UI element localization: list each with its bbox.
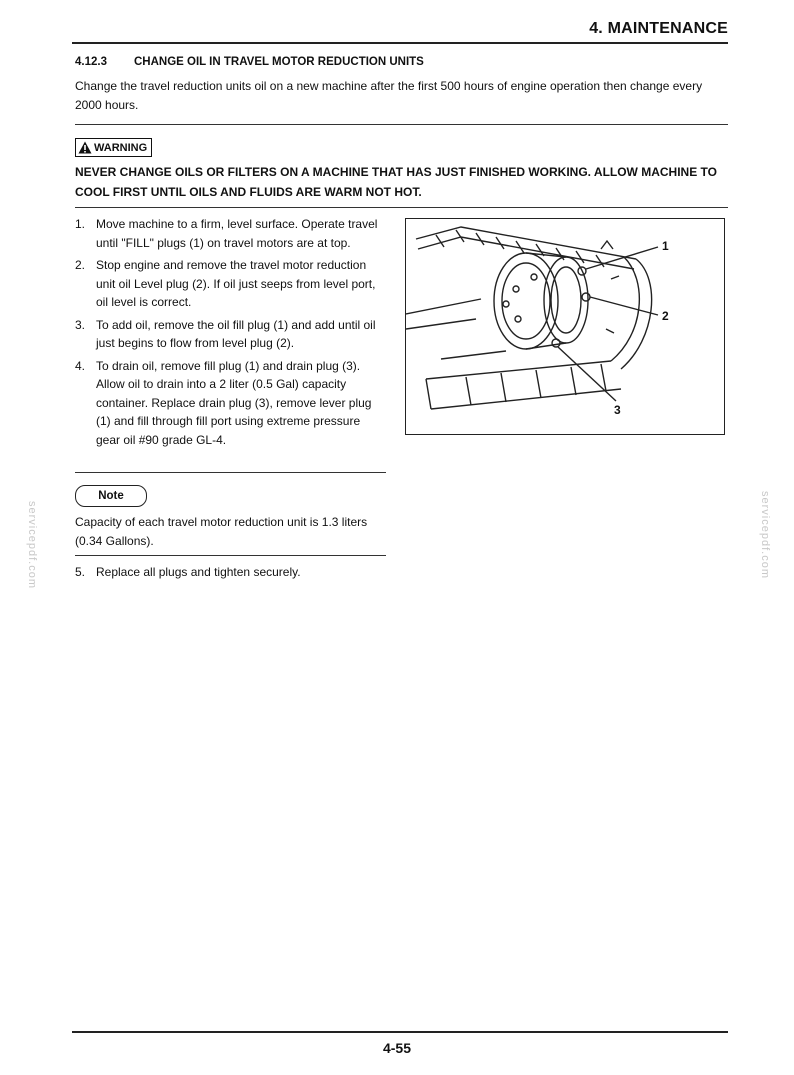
watermark-right: servicepdf.com <box>759 491 771 579</box>
travel-motor-figure <box>405 218 725 435</box>
step-text: Move machine to a firm, level surface. Operate travel until "FILL" plugs (1) on travel motors are at top. <box>96 217 378 250</box>
section-number: 4.12.3 <box>75 56 107 68</box>
section-intro: Change the travel reduction units oil on a new machine after the first 500 hours of engine operation then change every 2000 hours. <box>75 79 703 112</box>
page-number: 4-55 <box>382 1040 412 1056</box>
step-number: 4. <box>75 358 86 373</box>
callout-2: 2 <box>662 309 669 323</box>
step-text: Replace all plugs and tighten securely. <box>96 565 301 579</box>
note-badge <box>75 485 147 507</box>
procedure-steps <box>75 215 385 453</box>
step-number: 3. <box>75 317 86 332</box>
watermark-left: servicepdf.com <box>26 501 38 589</box>
step-text: To add oil, remove the oil fill plug (1) and add until oil just begins to flow from level plug (2). <box>96 317 376 350</box>
footer-rule <box>72 1031 728 1033</box>
section-title: CHANGE OIL IN TRAVEL MOTOR REDUCTION UNITS <box>134 56 424 68</box>
divider <box>75 207 728 208</box>
divider <box>75 555 386 556</box>
callout-1: 1 <box>662 239 669 253</box>
step-number: 1. <box>75 217 86 231</box>
list-item <box>75 563 395 581</box>
warning-triangle-icon <box>78 141 92 154</box>
list-item <box>75 357 385 450</box>
list-item <box>75 256 385 312</box>
travel-motor-illustration <box>406 219 724 434</box>
chapter-title: 4. MAINTENANCE <box>589 20 728 37</box>
divider <box>75 124 728 125</box>
list-item <box>75 316 385 353</box>
step-text: Stop engine and remove the travel motor reduction unit oil Level plug (2). If oil just seeps from level port, oil level is correct. <box>96 258 376 309</box>
header-rule <box>72 42 728 44</box>
step-number: 2. <box>75 258 86 272</box>
warning-label: WARNING <box>94 141 148 154</box>
warning-text: NEVER CHANGE OILS OR FILTERS ON A MACHINE THAT HAS JUST FINISHED WORKING. ALLOW MACHINE TO COOL FIRST UNTIL OILS AND FLUIDS ARE WARM NOT HOT. <box>75 165 717 199</box>
callout-3: 3 <box>614 403 621 417</box>
step-text: To drain oil, remove fill plug (1) and drain plug (3). Allow oil to drain into a 2 liter (0.5 Gal) capacity container. Replace drain plug (3), remove lever plug (1) and fill through fill port using extreme pressure gear oil #90 grade GL-4. <box>96 358 372 447</box>
step-number: 5. <box>75 565 86 579</box>
note-label: Note <box>98 490 124 502</box>
note-text: Capacity of each travel motor reduction unit is 1.3 liters (0.34 Gallons). <box>75 515 368 548</box>
list-item <box>75 215 385 252</box>
warning-badge <box>75 138 152 157</box>
divider <box>75 472 386 473</box>
